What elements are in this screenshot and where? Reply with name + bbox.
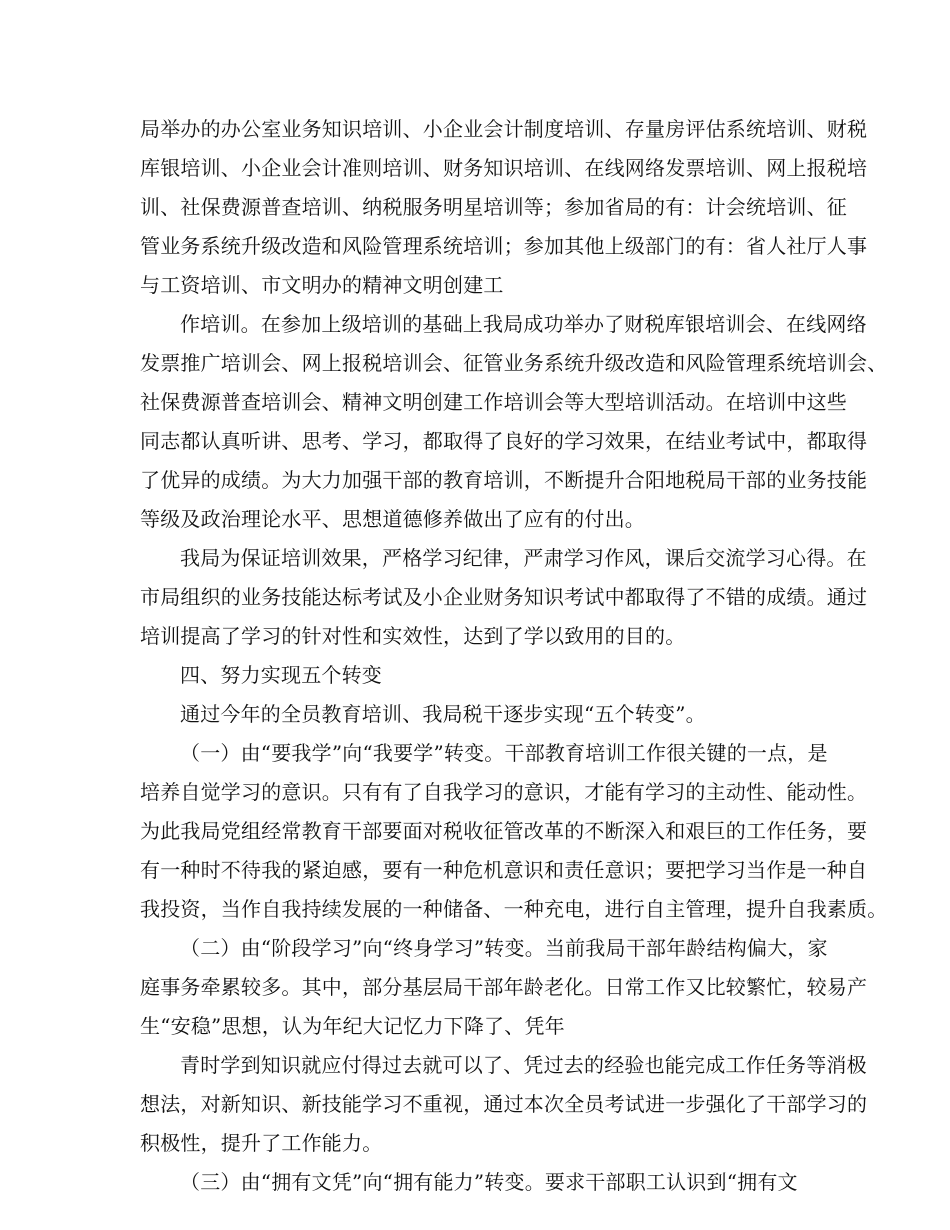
text-line: 训、社保费源普查培训、纳税服务明星培训等；参加省局的有：计会统培训、征 (140, 195, 847, 219)
text-line: 通过今年的全员教育培训、我局税干逐步实现“五个转变”。 (180, 702, 706, 726)
text-line: 库银培训、小企业会计准则培训、财务知识培训、在线网络发票培训、网上报税培 (140, 156, 868, 180)
text-line: 作培训。在参加上级培训的基础上我局成功举办了财税库银培训会、在线网络 (180, 312, 867, 336)
text-line: （三）由“拥有文凭”向“拥有能力”转变。要求干部职工认识到“拥有文 (180, 1170, 798, 1194)
text-line: 为此我局党组经常教育干部要面对税收征管改革的不断深入和艰巨的工作任务，要 (140, 819, 868, 843)
text-line: 与工资培训、市文明办的精神文明创建工 (140, 273, 504, 297)
text-line: 市局组织的业务技能达标考试及小企业财务知识考试中都取得了不错的成绩。通过 (140, 585, 868, 609)
text-line: 管业务系统升级改造和风险管理系统培训；参加其他上级部门的有：省人社厅人事 (140, 234, 868, 258)
text-line: （一）由“要我学”向“我要学”转变。干部教育培训工作很关键的一点，是 (180, 741, 828, 765)
text-line: 我局为保证培训效果，严格学习纪律，严肃学习作风，课后交流学习心得。在 (180, 546, 867, 570)
text-line: 生“安稳”思想，认为年纪大记忆力下降了、凭年 (140, 1014, 565, 1038)
text-line: 社保费源普查培训会、精神文明创建工作培训会等大型培训活动。在培训中这些 (140, 390, 847, 414)
text-line: 积极性，提升了工作能力。 (140, 1131, 383, 1155)
text-line: 局举办的办公室业务知识培训、小企业会计制度培训、存量房评估系统培训、财税 (140, 117, 868, 141)
text-line: 同志都认真听讲、思考、学习，都取得了良好的学习效果，在结业考试中，都取得 (140, 429, 868, 453)
text-line: 有一种时不待我的紧迫感，要有一种危机意识和责任意识；要把学习当作是一种自 (140, 858, 868, 882)
text-line: 发票推广培训会、网上报税培训会、征管业务系统升级改造和风险管理系统培训会、 (140, 351, 888, 375)
section-heading: 四、努力实现五个转变 (180, 663, 382, 687)
text-line: 等级及政治理论水平、思想道德修养做出了应有的付出。 (140, 507, 645, 531)
text-line: 我投资，当作自我持续发展的一种储备、一种充电，进行自主管理，提升自我素质。 (140, 897, 888, 921)
text-line: 青时学到知识就应付得过去就可以了、凭过去的经验也能完成工作任务等消极 (180, 1053, 867, 1077)
text-line: （二）由“阶段学习”向“终身学习”转变。当前我局干部年龄结构偏大，家 (180, 936, 828, 960)
text-line: 想法，对新知识、新技能学习不重视，通过本次全员考试进一步强化了干部学习的 (140, 1092, 868, 1116)
text-line: 培训提高了学习的针对性和实效性，达到了学以致用的目的。 (140, 624, 686, 648)
document-page (140, 115, 888, 1195)
text-line: 了优异的成绩。为大力加强干部的教育培训，不断提升合阳地税局干部的业务技能 (140, 468, 868, 492)
text-line: 培养自觉学习的意识。只有有了自我学习的意识，才能有学习的主动性、能动性。 (140, 780, 868, 804)
text-line: 庭事务牵累较多。其中，部分基层局干部年龄老化。日常工作又比较繁忙，较易产 (140, 975, 868, 999)
